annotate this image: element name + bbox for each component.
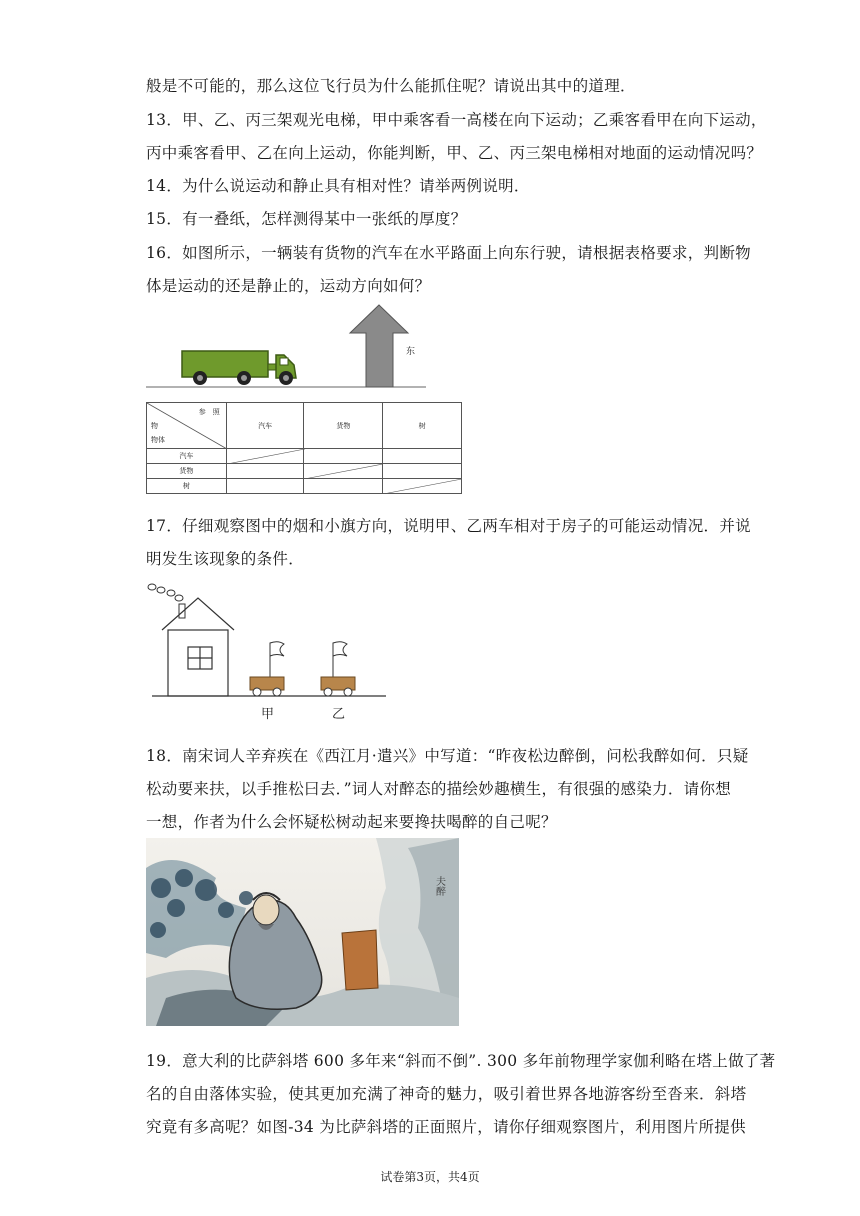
header-reference: 参 照 xyxy=(198,408,220,416)
question-13-line-2: 丙中乘客看甲、乙在向上运动，你能判断，甲、乙、丙三架电梯相对地面的运动情况吗？ xyxy=(146,144,763,162)
col-header-cargo: 货物 xyxy=(304,403,383,449)
seal-text: 夫醉 xyxy=(433,876,445,896)
question-19-line-3: 究竟有多高呢？如图-34 为比萨斜塔的正面照片，请你仔细观察图片，利用图片所提供 xyxy=(146,1118,746,1136)
table-cell-diagonal xyxy=(383,479,462,494)
header-object: 物体 xyxy=(151,436,165,444)
smoke-icon xyxy=(148,584,183,601)
page-footer: 试卷第3页，共4页 xyxy=(380,1170,480,1184)
question-15: 15．有一叠纸，怎样测得某中一张纸的厚度？ xyxy=(146,210,467,228)
cart-b-icon xyxy=(321,642,355,696)
house-icon xyxy=(162,598,234,696)
col-header-truck: 汽车 xyxy=(226,403,304,449)
table-cell-diagonal xyxy=(226,449,304,464)
ink-painting-figure xyxy=(146,838,459,1026)
truck-figure xyxy=(146,302,436,394)
reference-table xyxy=(146,402,462,494)
table-cell xyxy=(383,449,462,464)
question-18-line-1: 18．南宋词人辛弃疾在《西江月·遣兴》中写道：“昨夜松边醉倒，问松我醉如何．只疑 xyxy=(146,747,749,765)
header-object-char: 物 xyxy=(151,422,158,430)
table-cell xyxy=(226,464,304,479)
question-19-line-2: 名的自由落体实验，使其更加充满了神奇的魅力，吸引着世界各地游客纷至沓来．斜塔 xyxy=(146,1085,747,1103)
table-cell xyxy=(304,449,383,464)
text-line-1: 般是不可能的，那么这位飞行员为什么能抓住呢？请说出其中的道理． xyxy=(146,77,636,95)
question-16-line-2: 体是运动的还是静止的，运动方向如何？ xyxy=(146,277,431,295)
row-header-truck: 汽车 xyxy=(147,449,227,464)
east-label: 东 xyxy=(406,347,416,357)
truck-icon xyxy=(182,351,296,385)
question-18-line-2: 松动要来扶，以手推松曰去．”词人对醉态的描绘妙趣横生，有很强的感染力．请你想 xyxy=(146,780,732,798)
table-cell xyxy=(304,479,383,494)
table-cell xyxy=(383,464,462,479)
question-14: 14．为什么说运动和静止具有相对性？请举两例说明． xyxy=(146,177,530,195)
cart-b-label: 乙 xyxy=(332,707,346,722)
question-13-line-1: 13．甲、乙、丙三架观光电梯，甲中乘客看一高楼在向下运动；乙乘客看甲在向下运动， xyxy=(146,111,767,129)
row-header-cargo: 货物 xyxy=(147,464,227,479)
question-17-line-2: 明发生该现象的条件． xyxy=(146,550,305,568)
question-19-line-1: 19．意大利的比萨斜塔 600 多年来“斜而不倒”. 300 多年前物理学家伽利略在塔上做了著 xyxy=(146,1052,776,1070)
question-17-line-1: 17．仔细观察图中的烟和小旗方向，说明甲、乙两车相对于房子的可能运动情况．并说 xyxy=(146,517,751,535)
col-header-tree: 树 xyxy=(383,403,462,449)
table-header-cell xyxy=(147,403,227,449)
table-cell-diagonal xyxy=(304,464,383,479)
cart-a-label: 甲 xyxy=(261,707,275,722)
question-16-line-1: 16．如图所示，一辆装有货物的汽车在水平路面上向东行驶，请根据表格要求，判断物 xyxy=(146,244,751,262)
question-18-line-3: 一想，作者为什么会怀疑松树动起来要搀扶喝醉的自己呢？ xyxy=(146,813,557,831)
table-cell xyxy=(226,479,304,494)
house-carts-figure xyxy=(146,580,396,722)
cart-a-icon xyxy=(250,642,284,696)
row-header-tree: 树 xyxy=(147,479,227,494)
